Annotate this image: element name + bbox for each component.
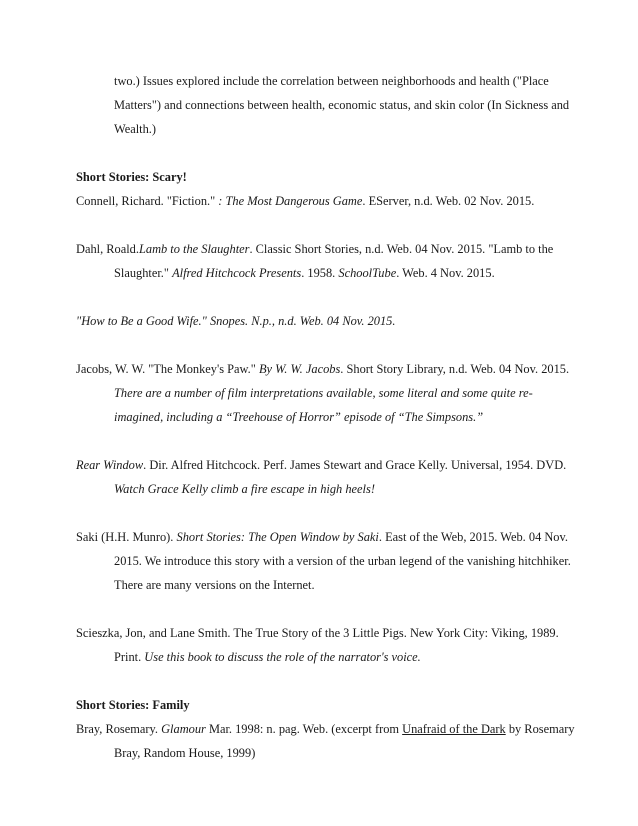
citation-jacobs xyxy=(76,357,578,429)
citation-dahl xyxy=(76,237,578,285)
citation-rest: . Classic Short Stories, n.d. Web. 04 Nov. 2015. "Lamb to the Slaughter." xyxy=(114,242,554,280)
citation-note: Watch Grace Kelly climb a fire escape in high heels! xyxy=(114,482,375,496)
citation-saki xyxy=(76,525,578,597)
citation-rear-window xyxy=(76,453,578,501)
citation-rest: . Dir. Alfred Hitchcock. Perf. James Stewart and Grace Kelly. Universal, 1954. DVD. xyxy=(143,458,567,472)
citation-note: Use this book to discuss the role of the narrator's voice. xyxy=(144,650,421,664)
citation-good-wife xyxy=(76,309,578,333)
citation-connell xyxy=(76,189,578,213)
citation-title-2: Alfred Hitchcock Presents xyxy=(172,266,302,280)
citation-rest: . Short Story Library, n.d. Web. 04 Nov. 2015. xyxy=(340,362,570,376)
citation-title-3: SchoolTube xyxy=(338,266,397,280)
citation-rest-3: . Web. 4 Nov. 2015. xyxy=(396,266,495,280)
citation-scieszka xyxy=(76,621,578,669)
citation-title: : The Most Dangerous Game xyxy=(218,194,363,208)
citation-title: Lamb to the Slaughter xyxy=(138,242,250,256)
citation-note: There are a number of film interpretations available, some literal and some quite re-imagined, including a “Treehouse of Horror” episode of “The Simpsons.” xyxy=(114,386,533,424)
citation-author: Saki (H.H. Munro). xyxy=(76,530,177,544)
citation-rest-2: by Rosemary Bray, Random House, 1999) xyxy=(114,722,575,760)
continuation-paragraph: two.) Issues explored include the correlation between neighborhoods and health ("Place Matters") and connections between health, economic status, and skin color (In Sickness and Wealth.) xyxy=(114,74,570,136)
citation-title: Glamour xyxy=(161,722,206,736)
citation-underlined-title: Unafraid of the Dark xyxy=(402,722,506,736)
citation-text: "How to Be a Good Wife." Snopes. N.p., n.d. Web. 04 Nov. 2015. xyxy=(76,314,396,328)
citation-rest: . EServer, n.d. Web. 02 Nov. 2015. xyxy=(362,194,535,208)
citation-rest: Mar. 1998: n. pag. Web. (excerpt from xyxy=(205,722,403,736)
citation-bray xyxy=(76,717,578,765)
citation-author: Jacobs, W. W. "The Monkey's Paw." xyxy=(76,362,259,376)
citation-rest-2: . 1958. xyxy=(301,266,339,280)
citation-title: Short Stories: The Open Window by Saki xyxy=(176,530,379,544)
citation-author: Connell, Richard. "Fiction." xyxy=(76,194,219,208)
citation-title: Rear Window xyxy=(76,458,144,472)
section-heading-scary: Short Stories: Scary! xyxy=(76,170,187,184)
citation-title: By W. W. Jacobs xyxy=(258,362,341,376)
citation-rest: . East of the Web, 2015. Web. 04 Nov. 2015. We introduce this story with a version of the urban legend of the vanishing hitchhiker. There are many versions on the Internet. xyxy=(114,530,571,592)
section-heading-family: Short Stories: Family xyxy=(76,698,190,712)
citation-author: Scieszka, Jon, and Lane Smith. The True Story of the 3 Little Pigs. New York City: Viking, 1989. Print. xyxy=(76,626,559,664)
citation-author: Bray, Rosemary. xyxy=(76,722,162,736)
citation-author: Dahl, Roald. xyxy=(76,242,139,256)
